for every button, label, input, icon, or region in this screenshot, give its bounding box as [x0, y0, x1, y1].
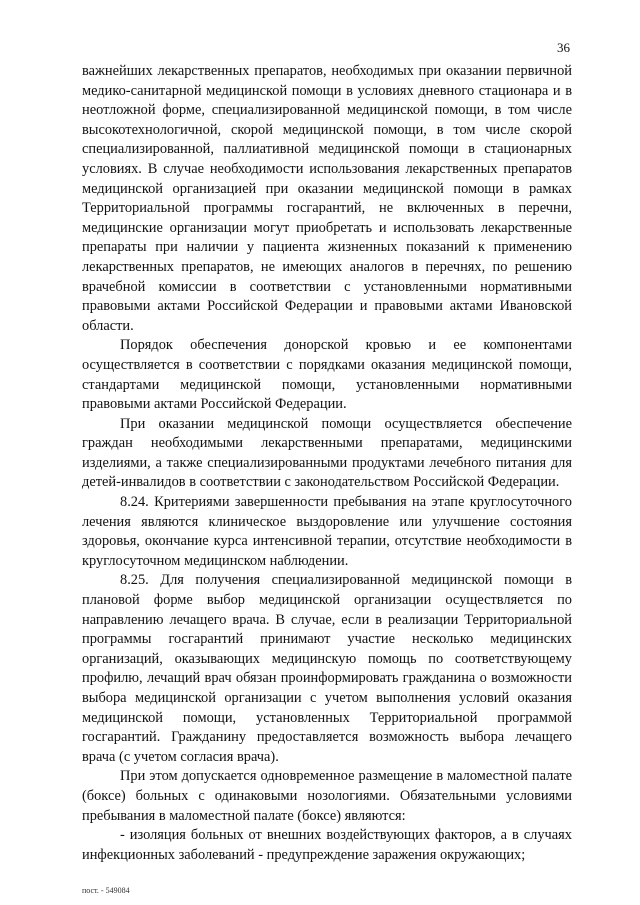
paragraph-8-25: 8.25. Для получения специализированной медицинской помощи в плановой форме выбор медицинской организации осуществляется по направлению лечащего врача. В случае, если в реализации Территориальной программы госгарантий принимают участие несколько медицинских организаций, оказывающих медицинскую помощь по соответствующему профилю, лечащий врач обязан проинформировать гражданина о возможности выбора медицинской организации с учетом выполнения условий оказания медицинской помощи, установленных Территориальной программой госгарантий. Гражданину предоставляется возможность выбора лечащего врача (с учетом согласия врача).	[82, 572, 572, 765]
document-body	[82, 62, 572, 865]
paragraph-blood-supply: Порядок обеспечения донорской кровью и ее компонентами осуществляется в соответствии с порядками оказания медицинской помощи, стандартами медицинской помощи, установленными нормативными правовыми актами Российской Федерации.	[82, 337, 572, 413]
paragraph-continuation: важнейших лекарственных препаратов, необходимых при оказании первичной медико-санитарной медицинской помощи в условиях дневного стационара и в неотложной форме, специализированной медицинской помощи, в том числе высокотехнологичной, скорой медицинской помощи, в том числе скорой специализированной, паллиативной медицинской помощи в стационарных условиях. В случае необходимости использования лекарственных препаратов медицинской организацией при оказании медицинской помощи в рамках Территориальной программы госгарантий, не включенных в перечни, медицинские организации могут приобретать и использовать лекарственные препараты при наличии у пациента жизненных показаний к применению лекарственных препаратов, не имеющих аналогов в перечнях, по решению врачебной комиссии в соответствии с установленными нормативными правовыми актами Российской Федерации и правовыми актами Ивановской области.	[82, 63, 572, 334]
paragraph-isolation-item: - изоляция больных от внешних воздействующих факторов, а в случаях инфекционных заболеваний - предупреждение заражения окружающих;	[82, 827, 572, 863]
page-number: 36	[557, 40, 570, 55]
paragraph-ward-placement: При этом допускается одновременное размещение в маломестной палате (боксе) больных с одинаковыми нозологиями. Обязательными условиями пребывания в маломестной палате (боксе) являются:	[82, 768, 572, 824]
paragraph-8-24: 8.24. Критериями завершенности пребывания на этапе круглосуточного лечения являются клиническое выздоровление или улучшение состояния здоровья, окончание курса интенсивной терапии, отсутствие необходимости в круглосуточном медицинском наблюдении.	[82, 494, 572, 569]
footer-document-id: пост. - 549084	[82, 886, 130, 895]
paragraph-drug-provision: При оказании медицинской помощи осуществляется обеспечение граждан необходимыми лекарственными препаратами, медицинскими изделиями, а также специализированными продуктами лечебного питания для детей-инвалидов в соответствии с законодательством Российской Федерации.	[82, 415, 572, 491]
